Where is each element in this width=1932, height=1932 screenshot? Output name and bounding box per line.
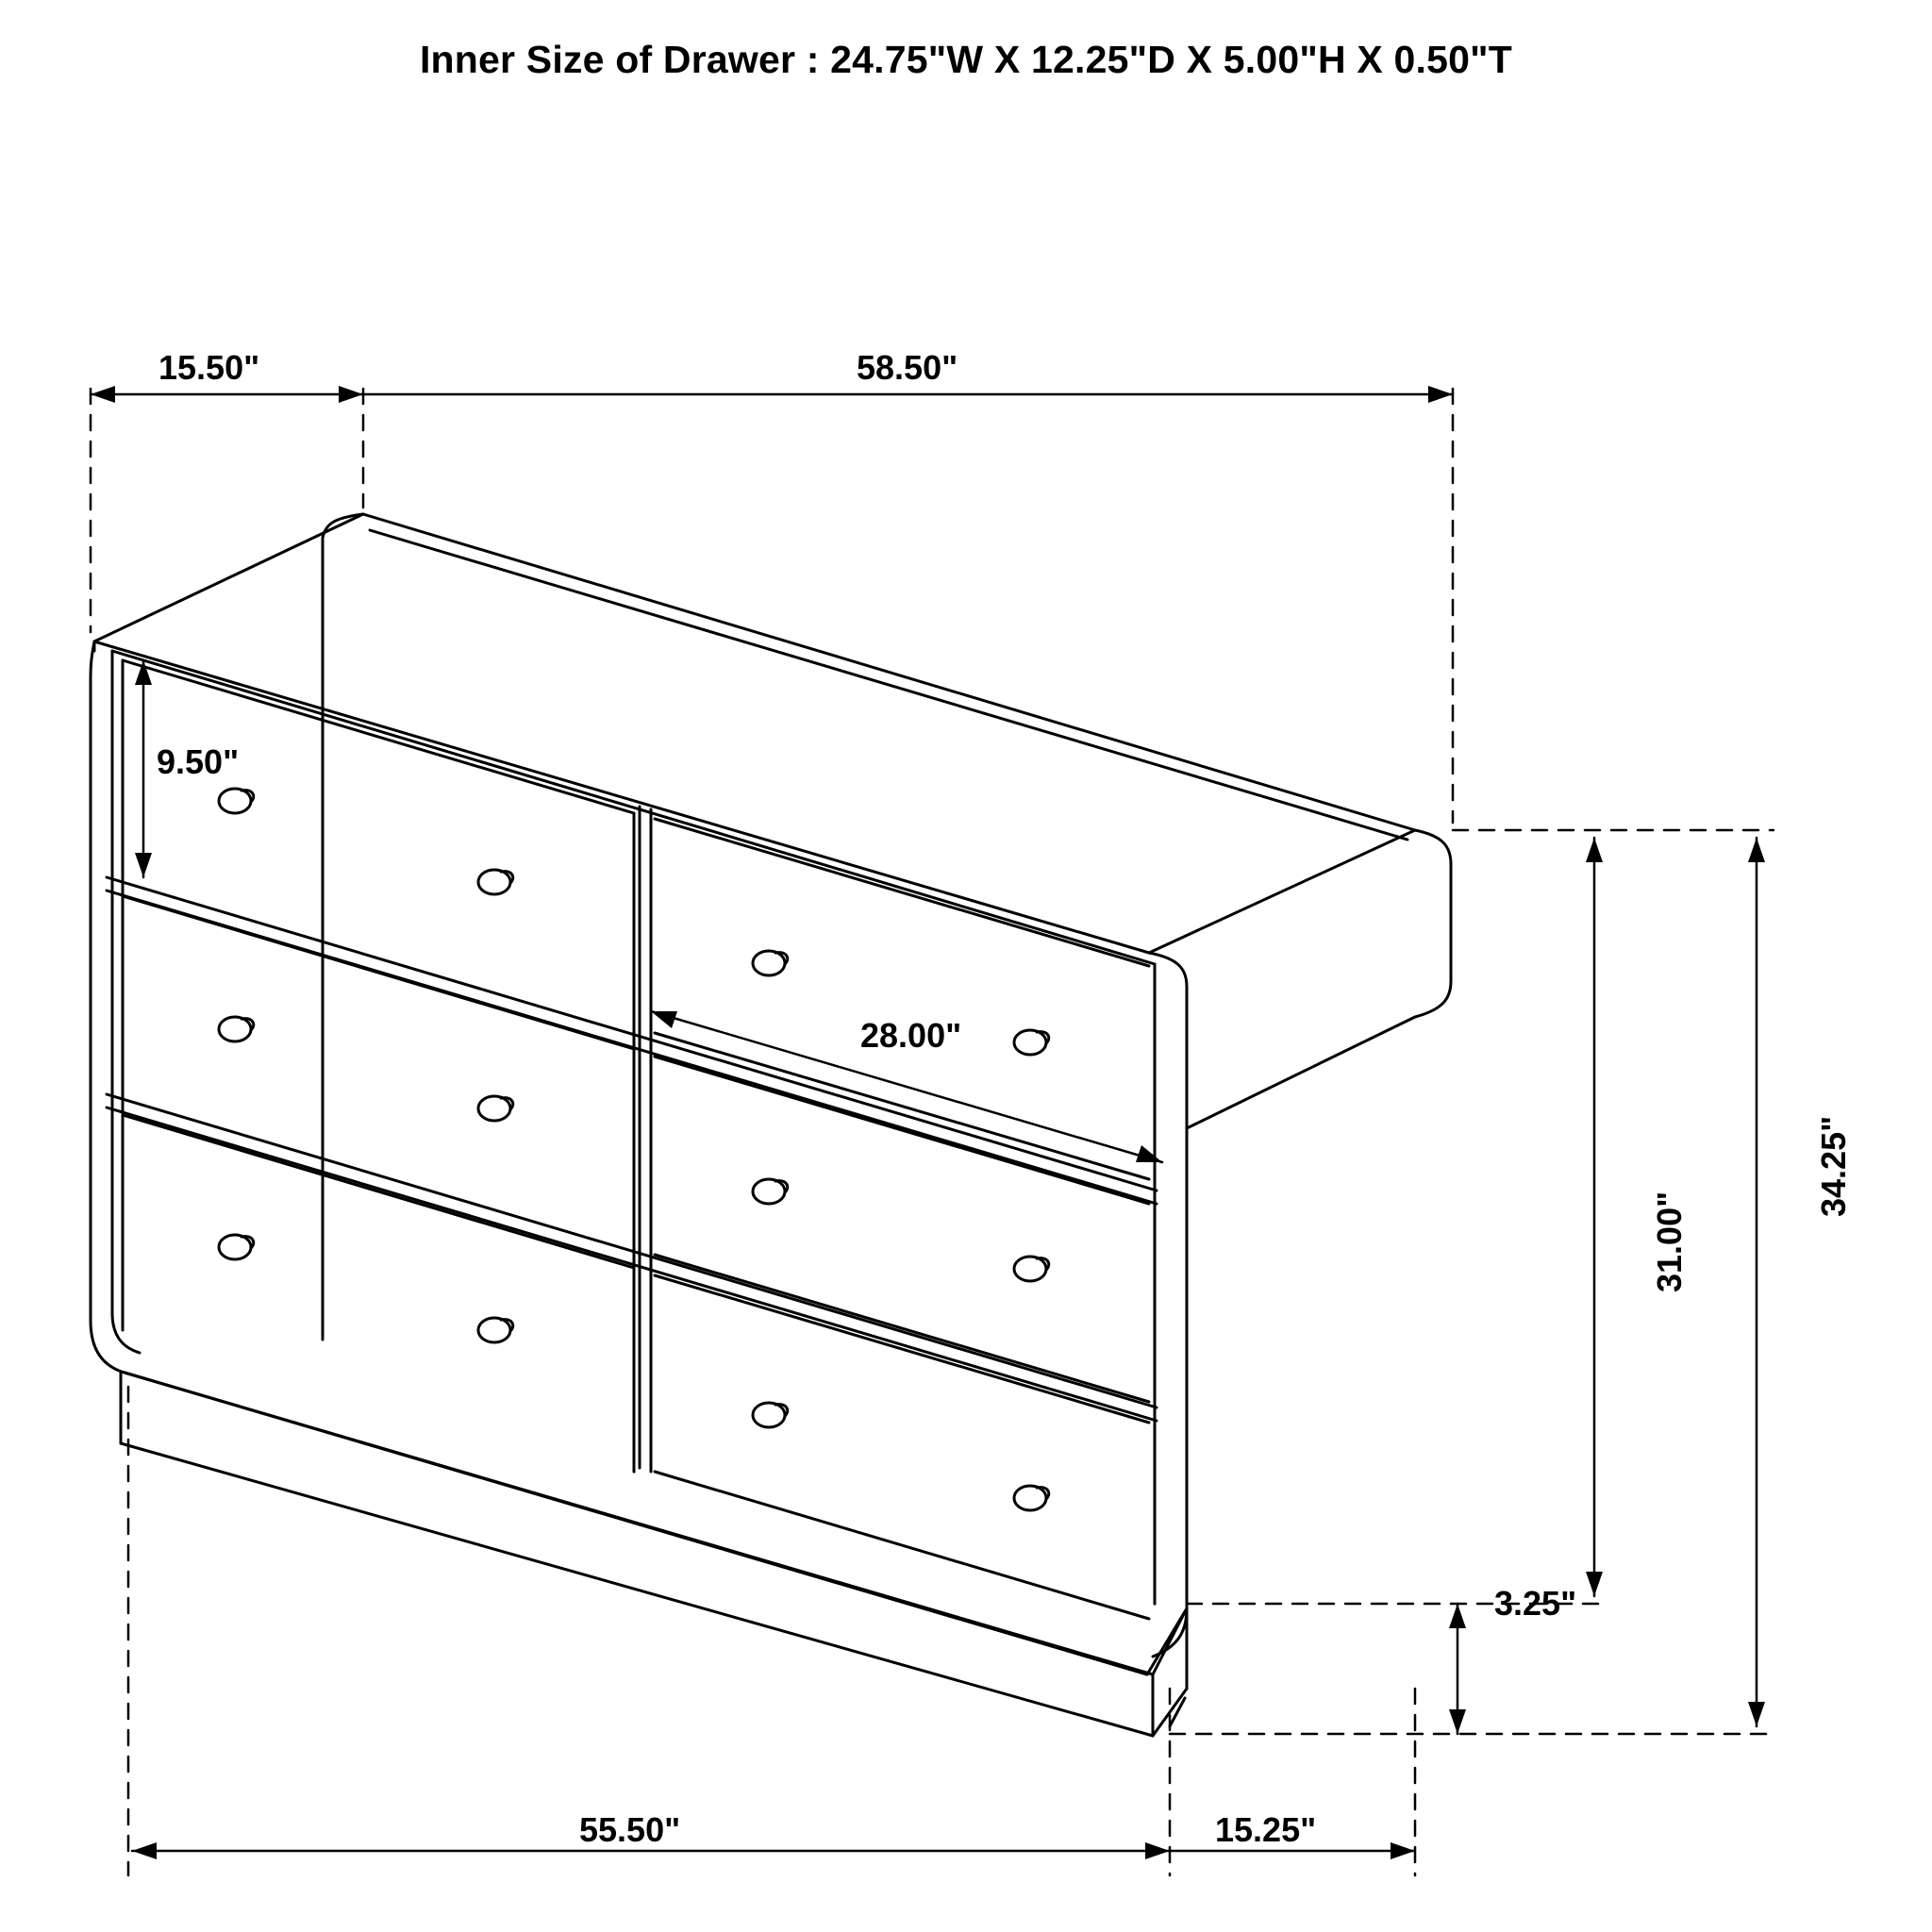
dim-label-base-height: 3.25" [1494, 1584, 1577, 1623]
knob-icon [753, 951, 788, 975]
dim-label-base-depth: 15.25" [1215, 1810, 1317, 1849]
dim-label-depth-top: 15.50" [158, 348, 260, 387]
dim-label-top-drawer-height: 9.50" [157, 742, 240, 781]
dim-label-cabinet-height: 31.00" [1650, 1191, 1689, 1292]
knob-icon [753, 1179, 788, 1204]
knob-icon [219, 1017, 254, 1041]
knob-icon [753, 1403, 788, 1427]
drawer-dividers [107, 807, 1157, 1472]
knob-icon [478, 1096, 513, 1121]
dimension-lines [91, 386, 1774, 1875]
drawer-front-right-top [655, 819, 1149, 1179]
dim-label-width-top: 58.50" [857, 348, 958, 387]
cabinet-right-edge [1149, 830, 1451, 1608]
knob-icon [1014, 1030, 1049, 1055]
drawer-reveal-lines [123, 660, 634, 1472]
knob-icon [478, 1318, 513, 1342]
dim-label-drawer-width: 28.00" [860, 1016, 962, 1055]
knob-icon [219, 789, 254, 813]
drawer-front-left-bottom [123, 1115, 634, 1472]
knob-icon [478, 870, 513, 894]
dim-label-base-width: 55.50" [579, 1810, 681, 1849]
knob-icon [1014, 1257, 1049, 1281]
dim-label-total-height: 34.25" [1814, 1115, 1853, 1217]
knob-icon [219, 1235, 254, 1259]
drawer-front-left-middle [123, 896, 634, 1255]
knob-icon [1014, 1486, 1049, 1510]
cabinet-top-surface [94, 514, 1415, 964]
cabinet-base [121, 1373, 1187, 1736]
page-title: Inner Size of Drawer : 24.75"W X 12.25"D X 5.00"H X 0.50"T [419, 38, 1513, 81]
